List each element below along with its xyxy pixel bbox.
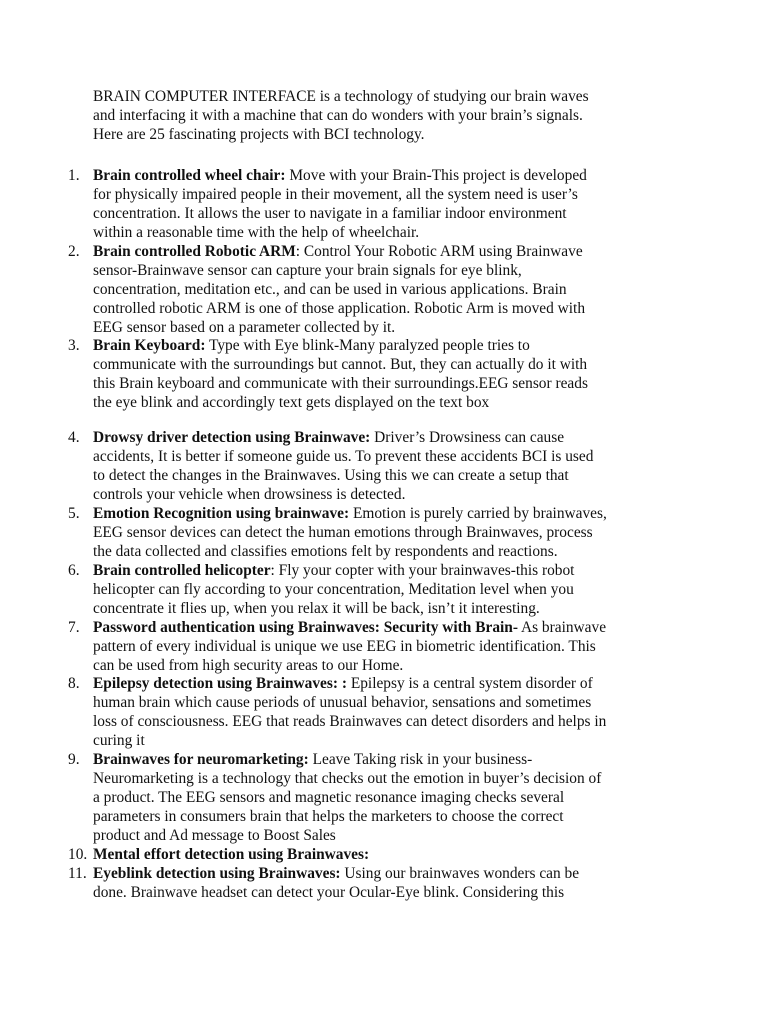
item-line: curing it (93, 732, 145, 749)
item-line: concentration, meditation etc., and can be used in various applications. Brain (93, 281, 567, 298)
item-first-line-rest: : Fly your copter with your brainwaves-this robot (270, 562, 575, 579)
item-first-line (93, 504, 683, 523)
item-first-line-rest: Emotion is purely carried by brainwaves, (349, 505, 607, 522)
item-line: for physically impaired people in their movement, all the system need is user’s (93, 186, 578, 203)
item-line: Neuromarketing is a technology that checks out the emotion in buyer’s decision of (93, 770, 602, 787)
intro-line: and interfacing it with a machine that can do wonders with your brain’s signals. (93, 107, 583, 124)
item-text (93, 428, 683, 504)
item-first-line (93, 166, 683, 185)
item-first-line-rest: Using our brainwaves wonders can be (340, 865, 580, 882)
item-heading: Brain Keyboard: (93, 337, 206, 354)
item-line: done. Brainwave headset can detect your Ocular-Eye blink. Considering this (93, 884, 565, 901)
item-heading: Brain controlled Robotic ARM (93, 243, 296, 260)
item-first-line (93, 864, 683, 883)
item-first-line-rest: As brainwave (517, 619, 607, 636)
item-heading: Epilepsy detection using Brainwaves: : (93, 675, 347, 692)
item-line: product and Ad message to Boost Sales (93, 827, 336, 844)
item-first-line-rest: Leave Taking risk in your business- (308, 751, 533, 768)
item-line: pattern of every individual is unique we use EEG in biometric identification. This (93, 638, 596, 655)
item-line: a product. The EEG sensors and magnetic resonance imaging checks several (93, 789, 565, 806)
item-heading: Brain controlled helicopter (93, 562, 271, 579)
intro-line: Here are 25 fascinating projects with BCI technology. (93, 126, 425, 143)
item-heading: Brainwaves for neuromarketing: (93, 751, 309, 768)
item-heading: Brain controlled wheel chair: (93, 167, 286, 184)
item-text (93, 336, 683, 412)
item-number: 6. (68, 562, 80, 579)
item-line: controlled robotic ARM is one of those application. Robotic Arm is moved with (93, 300, 586, 317)
item-first-line-rest: Epilepsy is a central system disorder of (346, 675, 593, 692)
item-line: communicate with the surroundings but cannot. But, they can actually do it with (93, 356, 588, 373)
item-line: parameters in consumers brain that helps the marketers to choose the correct (93, 808, 564, 825)
item-text (93, 561, 683, 618)
item-first-line (93, 561, 683, 580)
item-first-line-rest: Driver’s Drowsiness can cause (370, 429, 565, 446)
item-first-line-rest: Type with Eye blink-Many paralyzed people tries to (205, 337, 530, 354)
item-first-line (93, 336, 683, 355)
item-line: accidents, It is better if someone guide us. To prevent these accidents BCI is used (93, 448, 594, 465)
item-line: the eye blink and accordingly text gets displayed on the text box (93, 394, 490, 411)
item-number: 5. (68, 505, 80, 522)
item-number: 9. (68, 751, 80, 768)
intro-paragraph (93, 87, 683, 144)
item-text (93, 504, 683, 561)
item-first-line (93, 674, 683, 693)
item-number: 3. (68, 337, 80, 354)
item-text (93, 864, 683, 902)
item-first-line (93, 750, 683, 769)
item-line: concentration. It allows the user to navigate in a familiar indoor environment (93, 205, 567, 222)
item-line: human brain which cause periods of unusual behavior, sensations and sometimes (93, 694, 592, 711)
item-first-line (93, 845, 683, 864)
item-heading: Emotion Recognition using brainwave: (93, 505, 350, 522)
item-heading: Mental effort detection using Brainwaves: (93, 846, 370, 863)
item-line: can be used from high security areas to our Home. (93, 657, 404, 674)
item-number: 8. (68, 675, 80, 692)
item-line: loss of consciousness. EEG that reads Brainwaves can detect disorders and helps in (93, 713, 607, 730)
item-line: EEG sensor based on a parameter collected by it. (93, 319, 396, 336)
item-line: controls your vehicle when drowsiness is detected. (93, 486, 406, 503)
item-line: helicopter can fly according to your concentration, Meditation level when you (93, 581, 574, 598)
item-text (93, 618, 683, 675)
item-line: concentrate it flies up, when you relax it will be back, isn’t it interesting. (93, 600, 540, 617)
item-first-line (93, 242, 683, 261)
item-text (93, 674, 683, 750)
item-heading: Drowsy driver detection using Brainwave: (93, 429, 371, 446)
item-line: this Brain keyboard and communicate with their surroundings.EEG sensor reads (93, 375, 588, 392)
item-number: 4. (68, 429, 80, 446)
item-number: 7. (68, 619, 80, 636)
item-first-line-rest: : Control Your Robotic ARM using Brainwave (295, 243, 583, 260)
item-line: sensor-Brainwave sensor can capture your brain signals for eye blink, (93, 262, 522, 279)
intro-line: BRAIN COMPUTER INTERFACE is a technology of studying our brain waves (93, 88, 589, 105)
item-heading: Eyeblink detection using Brainwaves: (93, 865, 341, 882)
item-text (93, 242, 683, 337)
item-number: 2. (68, 243, 80, 260)
item-text (93, 166, 683, 242)
item-number: 11. (68, 865, 87, 882)
item-line: the data collected and classifies emotions felt by respondents and reactions. (93, 543, 558, 560)
item-text (93, 845, 683, 864)
item-line: to detect the changes in the Brainwaves. Using this we can create a setup that (93, 467, 569, 484)
item-first-line (93, 428, 683, 447)
item-line: within a reasonable time with the help of wheelchair. (93, 224, 420, 241)
item-heading: Password authentication using Brainwaves: Security with Brain- (93, 619, 518, 636)
item-number: 10. (68, 846, 88, 863)
item-number: 1. (68, 167, 80, 184)
item-line: EEG sensor devices can detect the human emotions through Brainwaves, process (93, 524, 593, 541)
item-first-line (93, 618, 683, 637)
item-first-line-rest: Move with your Brain-This project is developed (285, 167, 587, 184)
item-text (93, 750, 683, 845)
